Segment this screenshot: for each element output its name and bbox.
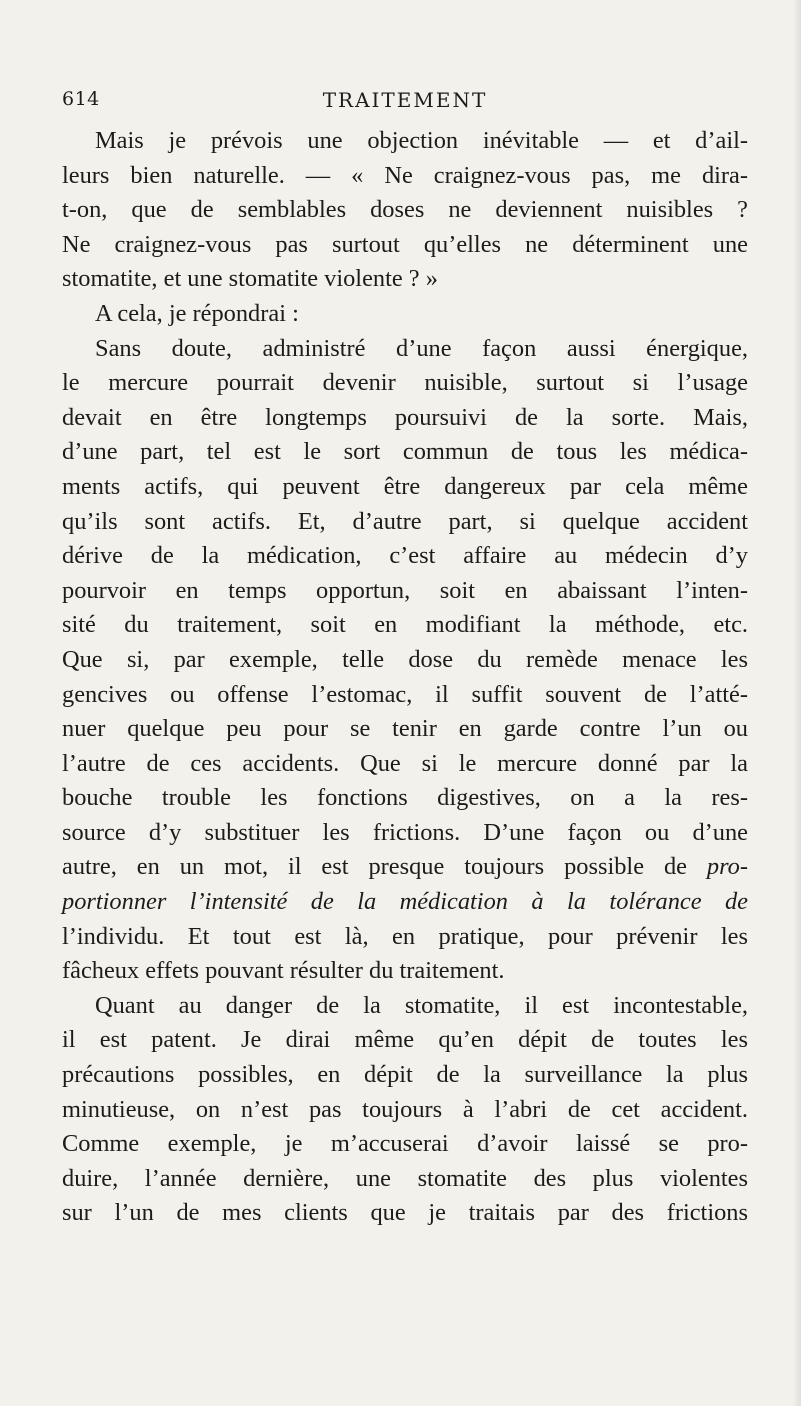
text-line: sur l’un de mes clients que je traitais par des frictions — [62, 1199, 748, 1227]
running-head: TRAITEMENT — [322, 88, 488, 112]
text-line: A cela, je répondrai : — [95, 299, 299, 327]
text-line: Que si, par exemple, telle dose du remède menace les — [62, 645, 748, 673]
text-line: stomatite, et une stomatite violente ? » — [62, 265, 438, 293]
body-text — [62, 124, 748, 1231]
text-line: t-on, que de semblables doses ne deviennent nuisibles ? — [62, 196, 748, 224]
italic-segment: portionner — [62, 888, 167, 916]
text-line: sité du traitement, soit en modifiant la méthode, etc. — [62, 611, 748, 639]
text-line: Comme exemple, je m’accuserai d’avoir laissé se pro- — [62, 1130, 748, 1158]
text-line: minutieuse, on n’est pas toujours à l’abri de cet accident. — [62, 1095, 748, 1123]
text-line: l’individu. Et tout est là, en pratique, pour prévenir les — [62, 922, 748, 950]
text-line: leurs bien naturelle. — « Ne craignez-vous pas, me dira- — [62, 161, 748, 189]
page-edge-shadow — [793, 0, 801, 1406]
text-line: le mercure pourrait devenir nuisible, surtout si l’usage — [62, 369, 748, 397]
text-line: gencives ou offense l’estomac, il suffit souvent de l’atté- — [62, 680, 748, 708]
text-line: qu’ils sont actifs. Et, d’autre part, si quelque accident — [62, 507, 748, 535]
text-line: pourvoir en temps opportun, soit en abaissant l’inten- — [62, 576, 748, 604]
text-segment: autre, en un mot, il est presque toujours possible de — [62, 853, 687, 881]
text-line: bouche trouble les fonctions digestives, on a la res- — [62, 784, 748, 812]
text-line: dérive de la médication, c’est affaire au médecin d’y — [62, 542, 748, 570]
text-line: il est patent. Je dirai même qu’en dépit de toutes les — [62, 1026, 748, 1054]
text-line: d’une part, tel est le sort commun de tous les médica- — [62, 438, 748, 466]
text-line: duire, l’année dernière, une stomatite des plus violentes — [62, 1164, 748, 1192]
text-line: devait en être longtemps poursuivi de la sorte. Mais, — [62, 403, 748, 431]
page-header — [62, 88, 748, 118]
text-line: nuer quelque peu pour se tenir en garde contre l’un ou — [62, 715, 748, 743]
text-line: précautions possibles, en dépit de la surveillance la plus — [62, 1061, 748, 1089]
italic-segment: pro- — [706, 853, 748, 881]
text-line: Sans doute, administré d’une façon aussi énergique, — [95, 334, 748, 362]
text-line: l’autre de ces accidents. Que si le mercure donné par la — [62, 749, 748, 777]
text-line: Ne craignez-vous pas surtout qu’elles ne déterminent une — [62, 230, 748, 258]
text-line: ments actifs, qui peuvent être dangereux par cela même — [62, 472, 748, 500]
text-line-mixed — [62, 885, 748, 920]
page-number: 614 — [62, 88, 100, 110]
italic-segment: l’intensité de la médication à la tolérance de — [189, 888, 748, 916]
text-line: Mais je prévois une objection inévitable — et d’ail- — [95, 127, 748, 154]
text-line: fâcheux effets pouvant résulter du traitement. — [62, 957, 505, 985]
text-line: Quant au danger de la stomatite, il est incontestable, — [95, 991, 748, 1019]
text-line-mixed — [62, 850, 748, 885]
text-line: source d’y substituer les frictions. D’une façon ou d’une — [62, 818, 748, 846]
